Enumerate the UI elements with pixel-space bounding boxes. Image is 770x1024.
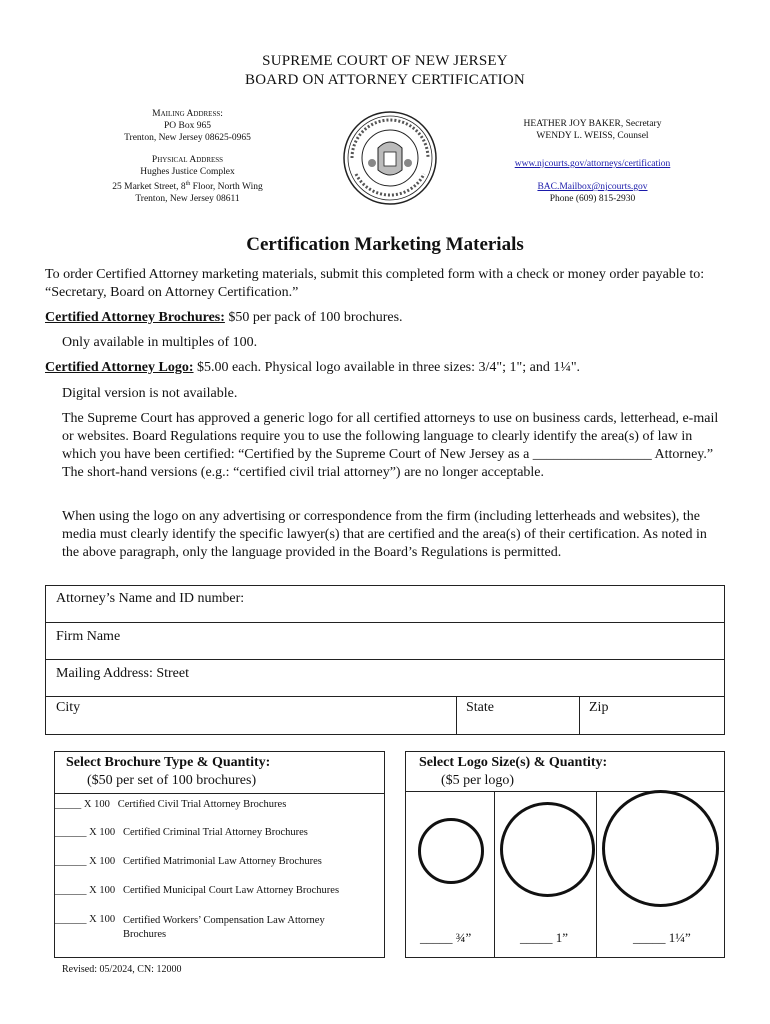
state-field[interactable]: State (466, 700, 494, 715)
officers-block (480, 118, 705, 142)
brochure-item-matrimonial[interactable]: ______ X 100 Certified Matrimonial Law Attorney Brochures (55, 856, 322, 867)
court-name: SUPREME COURT OF NEW JERSEY (262, 53, 508, 69)
logo-label: Certified Attorney Logo: (45, 360, 194, 375)
logo-three-quarter-inch-circle-icon (418, 818, 484, 884)
physical-line3: Trenton, New Jersey 08611 (135, 194, 240, 205)
brochures-label: Certified Attorney Brochures: (45, 310, 225, 325)
street-field[interactable] (46, 659, 724, 696)
brochure-item-criminal[interactable]: ______ X 100 Certified Criminal Trial Attorney Brochures (55, 827, 308, 838)
firm-name-field[interactable] (46, 622, 724, 659)
phone-line: Phone (609) 815-2930 (549, 194, 636, 204)
attorney-name-label: Attorney’s Name and ID number: (56, 591, 245, 606)
logo-line: Certified Attorney Logo: $5.00 each. Physical logo available in three sizes: 3/4"; 1"; and 1¼". (45, 360, 581, 375)
firm-name-label: Firm Name (56, 629, 121, 644)
contact-form (45, 585, 725, 735)
logo-divider (494, 792, 495, 957)
street-label: Mailing Address: Street (56, 666, 189, 681)
brochure-box-heading: Select Brochure Type & Quantity: (66, 755, 271, 770)
physical-label: Physical Address (151, 155, 224, 165)
logo-note: Digital version is not available. (62, 386, 238, 401)
email-link[interactable]: BAC.Mailbox@njcourts.gov (537, 182, 648, 192)
board-name: BOARD ON ATTORNEY CERTIFICATION (245, 72, 525, 88)
brochure-box-subheading: ($50 per set of 100 brochures) (87, 773, 257, 788)
logo-box-header (406, 752, 724, 792)
logo-size-one[interactable]: _____ 1” (520, 930, 569, 945)
brochure-item-civil[interactable]: _____ X 100 Certified Civil Trial Attorney Brochures (55, 799, 287, 810)
city-field[interactable]: City (56, 700, 81, 715)
brochures-note: Only available in multiples of 100. (62, 335, 258, 350)
attorney-name-field[interactable] (46, 585, 724, 622)
website-link[interactable]: www.njcourts.gov/attorneys/certification (514, 159, 671, 169)
brochure-box-header (55, 752, 384, 794)
mailing-line2: Trenton, New Jersey 08625-0965 (124, 133, 251, 143)
logo-paragraph-2: When using the logo on any advertising or correspondence from the firm (including letterheads and websites), the media must clearly identify the specific lawyer(s) that are certified and the area(s) of their certification. As noted in the above paragraph, only the language provided in the Board’s Regulations is permitted. (62, 509, 707, 560)
logo-one-and-quarter-inch-circle-icon (602, 790, 719, 907)
page-title: Certification Marketing Materials (246, 234, 524, 255)
logo-divider (596, 792, 597, 957)
logo-box-subheading: ($5 per logo) (441, 773, 515, 788)
counsel-line: WENDY L. WEISS, Counsel (536, 131, 649, 141)
physical-address-block (85, 154, 290, 205)
mailing-address-block (100, 108, 275, 144)
physical-line1: Hughes Justice Complex (140, 167, 235, 177)
logo-size-three-quarter[interactable]: _____ ¾” (420, 930, 472, 945)
logo-size-one-and-quarter[interactable]: _____ 1¼” (633, 930, 691, 945)
brochures-line: Certified Attorney Brochures: $50 per pack of 100 brochures. (45, 310, 403, 325)
court-seal-icon (340, 108, 440, 208)
intro-paragraph: To order Certified Attorney marketing materials, submit this completed form with a check or money order payable to: “Secretary, Board on Attorney Certification.” (45, 267, 705, 300)
mailing-line1: PO Box 965 (164, 121, 211, 131)
brochure-item-workers-comp[interactable]: ______ X 100 Certified Workers’ Compensation Law Attorney Brochures (55, 914, 325, 940)
city-state-zip-row (46, 696, 724, 735)
revision-footer: Revised: 05/2024, CN: 12000 (62, 964, 182, 975)
secretary-line: HEATHER JOY BAKER, Secretary (523, 119, 662, 129)
zip-field[interactable]: Zip (589, 700, 609, 715)
logo-paragraph-1: The Supreme Court has approved a generic logo for all certified attorneys to use on business cards, letterhead, e-mail or websites. Board Regulations require you to use the following language to clearly identify the area(s) of law in which you have been certified: “Certified by the Supreme Court of New Jersey as a _________________ Attorney.” The short-hand versions (e.g.: “certified civil trial attorney”) are no longer acceptable. (62, 411, 719, 480)
logo-one-inch-circle-icon (500, 802, 595, 897)
logo-box-heading: Select Logo Size(s) & Quantity: (419, 755, 608, 770)
brochure-item-municipal[interactable]: ______ X 100 Certified Municipal Court Law Attorney Brochures (55, 885, 340, 896)
physical-line2: 25 Market Street, 8th Floor, North Wing (112, 181, 263, 193)
mailing-label: Mailing Address: (152, 109, 223, 119)
